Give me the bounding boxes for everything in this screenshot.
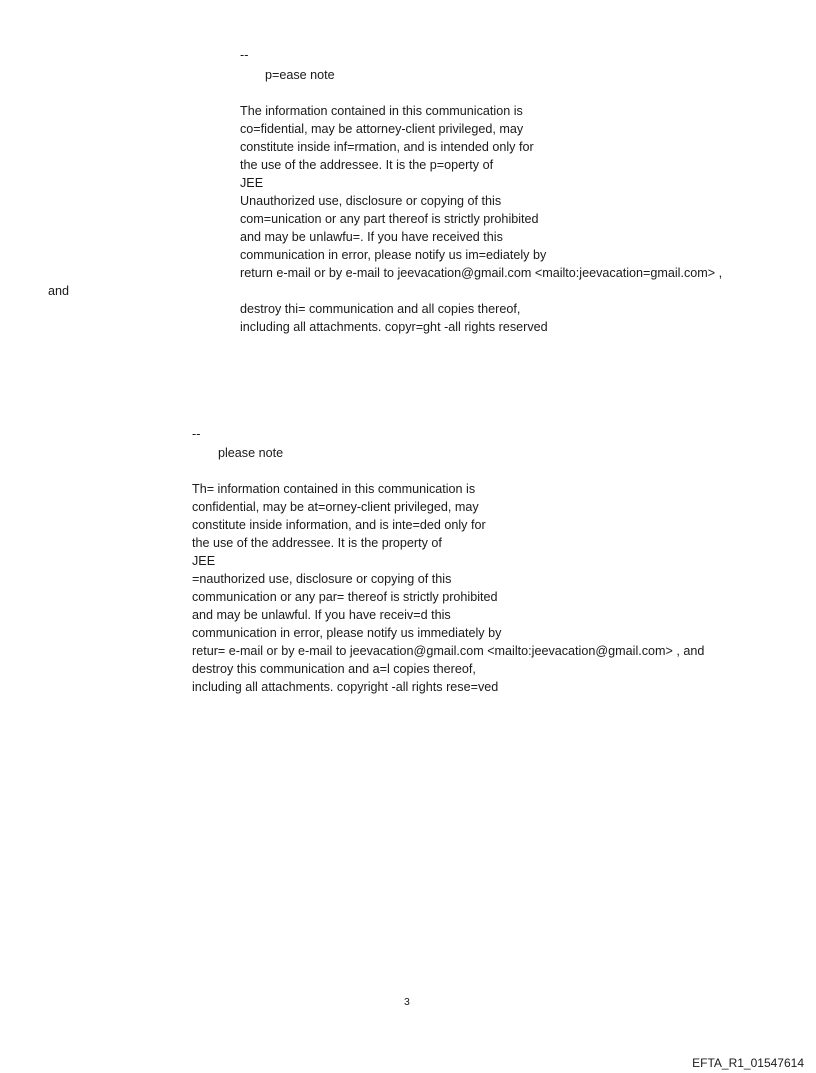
block1-line: communication in error, please notify us im=ediately by [240,248,547,262]
block1-line: constitute inside inf=rmation, and is intended only for [240,140,534,154]
block1-line: Unauthorized use, disclosure or copying of this [240,194,502,208]
block2-line: destroy this communication and a=l copies thereof, [192,662,476,676]
block2-line: confidential, may be at=orney-client privileged, may [192,500,479,514]
block2-line: and may be unlawful. If you have receiv=d this [192,608,451,622]
block1-line: destroy thi= communication and all copies thereof, [240,302,521,316]
block1-line: and may be unlawfu=. If you have received this [240,230,503,244]
block2-line: the use of the addressee. It is the property of [192,536,442,550]
block2-line: =nauthorized use, disclosure or copying of this [192,572,452,586]
document-id: EFTA_R1_01547614 [692,1056,804,1070]
block2-line: communication in error, please notify us immediately by [192,626,502,640]
block1-line: the use of the addressee. It is the p=operty of [240,158,494,172]
block1-separator: -- [240,48,249,62]
block1-line: com=unication or any part thereof is strictly prohibited [240,212,539,226]
page-number: 3 [404,996,410,1008]
block1-heading: p=ease note [265,68,335,82]
block2-line: Th= information contained in this communication is [192,482,476,496]
block1-line: JEE [240,176,264,190]
block1-line: return e-mail or by e-mail to jeevacation@gmail.com <mailto:jeevacation=gmail.com> , [240,266,723,280]
block2-heading: please note [218,446,284,460]
block1-line: The information contained in this communication is [240,104,523,118]
block1-wrapped-word: and [48,284,70,298]
block2-line: retur= e-mail or by e-mail to jeevacation@gmail.com <mailto:jeevacation@gmail.com> , and [192,644,705,658]
block1-line: co=fidential, may be attorney-client privileged, may [240,122,524,136]
block2-separator: -- [192,427,201,441]
block2-line: communication or any par= thereof is strictly prohibited [192,590,498,604]
block2-line: including all attachments. copyright -all rights rese=ved [192,680,499,694]
block2-line: constitute inside information, and is inte=ded only for [192,518,486,532]
block1-line: including all attachments. copyr=ght -all rights reserved [240,320,548,334]
block2-line: JEE [192,554,216,568]
